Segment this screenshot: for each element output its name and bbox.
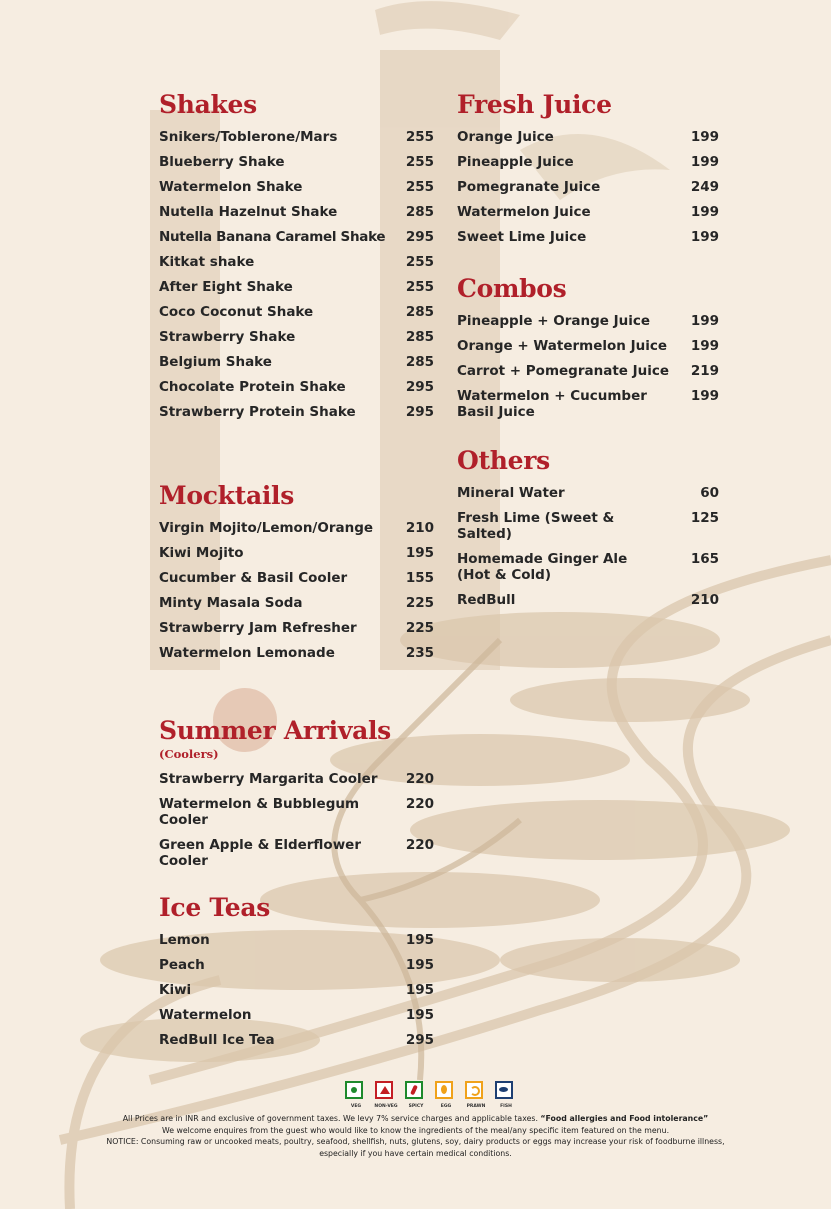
menu-item <box>457 313 719 329</box>
item-price: 220 <box>405 771 434 787</box>
item-name: RedBull Ice Tea <box>159 1032 275 1048</box>
footer-notice <box>60 1113 771 1160</box>
footer-line-3: NOTICE: Consuming raw or uncooked meats, poultry, seafood, shellfish, nuts, glutens, soy, dairy products or eggs may increase your risk of foodburne illness, <box>106 1137 725 1147</box>
menu-item <box>159 204 434 220</box>
menu-item <box>159 570 434 586</box>
item-price: 199 <box>690 154 719 170</box>
legend-label: EGG <box>440 1104 452 1109</box>
menu-item <box>159 254 434 270</box>
item-name: Snikers/Toblerone/Mars <box>159 129 338 145</box>
item-name: Orange + Watermelon Juice <box>457 338 668 354</box>
item-name: Kiwi Mojito <box>159 545 244 561</box>
footer-line-2: We welcome enquires from the guest who would like to know the ingredients of the meal/any specific item featured on the menu. <box>161 1125 670 1135</box>
shakes-section <box>159 90 434 420</box>
fresh-juice-list <box>457 129 719 245</box>
summer-arrivals-subtitle: (Coolers) <box>159 747 219 761</box>
item-price: 285 <box>405 304 434 320</box>
item-price: 60 <box>700 485 719 501</box>
item-name: Strawberry Jam Refresher <box>159 620 357 636</box>
menu-item <box>159 520 434 536</box>
menu-item <box>159 229 434 245</box>
prawn-icon <box>465 1081 486 1109</box>
menu-item <box>159 129 434 145</box>
ice-teas-section <box>159 893 434 1048</box>
menu-item <box>457 485 719 501</box>
item-price: 255 <box>405 254 434 270</box>
item-price: 295 <box>405 404 434 420</box>
menu-item <box>159 932 434 948</box>
menu-item <box>159 279 434 295</box>
item-price: 220 <box>405 796 434 812</box>
combos-list <box>457 313 719 420</box>
item-price: 199 <box>690 313 719 329</box>
item-price: 255 <box>405 154 434 170</box>
item-name: Watermelon Juice <box>457 204 591 220</box>
item-name: Coco Coconut Shake <box>159 304 314 320</box>
item-price: 210 <box>690 592 719 608</box>
item-price: 219 <box>690 363 719 379</box>
item-price: 220 <box>405 837 434 853</box>
item-name: Pineapple Juice <box>457 154 574 170</box>
legend-label: NON-VEG <box>374 1104 398 1109</box>
menu-item <box>159 957 434 973</box>
menu-item <box>159 796 434 828</box>
menu-item <box>159 771 434 787</box>
item-name: Lemon <box>159 932 210 948</box>
egg-icon <box>435 1081 453 1109</box>
item-name: Strawberry Shake <box>159 329 296 345</box>
menu-item <box>159 620 434 636</box>
item-price: 255 <box>405 279 434 295</box>
item-name: Blueberry Shake <box>159 154 285 170</box>
non-veg-icon <box>374 1081 398 1109</box>
item-price: 199 <box>690 338 719 354</box>
item-price: 285 <box>405 354 434 370</box>
legend-label: VEG <box>350 1104 362 1109</box>
item-name: Watermelon & Bubblegum Cooler <box>159 796 360 828</box>
shakes-list <box>159 129 434 420</box>
item-name: Chocolate Protein Shake <box>159 379 346 395</box>
item-price: 235 <box>405 645 434 661</box>
item-name: RedBull <box>457 592 516 608</box>
menu-item <box>159 154 434 170</box>
fresh-juice-section <box>457 90 719 245</box>
item-price: 155 <box>405 570 434 586</box>
item-name: Fresh Lime (Sweet & Salted) <box>457 510 615 542</box>
item-name: Minty Masala Soda <box>159 595 303 611</box>
item-price: 285 <box>405 329 434 345</box>
combos-heading: Combos <box>457 274 567 303</box>
menu-item <box>457 363 719 379</box>
item-price: 195 <box>405 545 434 561</box>
menu-item <box>159 595 434 611</box>
item-name: Pineapple + Orange Juice <box>457 313 651 329</box>
menu-item <box>159 304 434 320</box>
item-price: 125 <box>690 510 719 526</box>
item-name: Green Apple & Elderflower Cooler <box>159 837 361 869</box>
summer-arrivals-heading: Summer Arrivals <box>159 716 391 745</box>
footer-line-4: especially if you have certain medical conditions. <box>319 1149 512 1159</box>
summer-arrivals-list <box>159 771 434 869</box>
menu-item <box>159 982 434 998</box>
item-price: 255 <box>405 179 434 195</box>
spicy-icon <box>405 1081 424 1109</box>
item-name: Mineral Water <box>457 485 565 501</box>
item-price: 195 <box>405 957 434 973</box>
item-name: Homemade Ginger Ale (Hot & Cold) <box>457 551 628 583</box>
item-price: 199 <box>690 129 719 145</box>
ice-teas-heading: Ice Teas <box>159 893 271 922</box>
menu-item <box>159 645 434 661</box>
item-name: Carrot + Pomegranate Juice <box>457 363 670 379</box>
others-heading: Others <box>457 446 550 475</box>
menu-item <box>159 329 434 345</box>
item-price: 210 <box>405 520 434 536</box>
menu-item <box>457 179 719 195</box>
item-price: 195 <box>405 932 434 948</box>
menu-item <box>457 129 719 145</box>
menu-item <box>457 592 719 608</box>
item-price: 199 <box>690 229 719 245</box>
item-price: 199 <box>690 388 719 404</box>
item-name: Kiwi <box>159 982 192 998</box>
combos-section <box>457 274 719 420</box>
menu-item <box>457 204 719 220</box>
menu-item <box>159 354 434 370</box>
mocktails-list <box>159 520 434 661</box>
mocktails-heading: Mocktails <box>159 481 295 510</box>
menu-item <box>159 404 434 420</box>
fresh-juice-heading: Fresh Juice <box>457 90 612 119</box>
item-price: 199 <box>690 204 719 220</box>
mocktails-section <box>159 481 434 661</box>
item-price: 285 <box>405 204 434 220</box>
item-name: Sweet Lime Juice <box>457 229 587 245</box>
item-name: Nutella Hazelnut Shake <box>159 204 338 220</box>
item-price: 225 <box>405 595 434 611</box>
menu-item <box>457 388 719 420</box>
item-name: Virgin Mojito/Lemon/Orange <box>159 520 374 536</box>
item-name: Watermelon + Cucumber Basil Juice <box>457 388 647 420</box>
item-price: 255 <box>405 129 434 145</box>
menu-item <box>457 338 719 354</box>
item-price: 195 <box>405 1007 434 1023</box>
item-name: Strawberry Protein Shake <box>159 404 356 420</box>
menu-item <box>159 1007 434 1023</box>
item-name: Watermelon Lemonade <box>159 645 335 661</box>
item-name: Cucumber & Basil Cooler <box>159 570 348 586</box>
item-name: Watermelon <box>159 1007 252 1023</box>
item-name: Belgium Shake <box>159 354 272 370</box>
legend-label: SPICY <box>408 1104 424 1109</box>
item-name: Orange Juice <box>457 129 554 145</box>
menu-item <box>457 229 719 245</box>
item-price: 295 <box>405 1032 434 1048</box>
item-name: After Eight Shake <box>159 279 293 295</box>
item-price: 195 <box>405 982 434 998</box>
item-name: Nutella Banana Caramel Shake <box>159 229 386 245</box>
footer-line-1 <box>60 1113 771 1125</box>
menu-item <box>159 379 434 395</box>
item-name: Peach <box>159 957 205 973</box>
menu-item <box>159 837 434 869</box>
item-name: Kitkat shake <box>159 254 255 270</box>
ice-teas-list <box>159 932 434 1048</box>
others-list <box>457 485 719 608</box>
others-section <box>457 446 719 608</box>
item-price: 295 <box>405 379 434 395</box>
legend-label: PRAWN <box>466 1104 486 1109</box>
item-name: Strawberry Margarita Cooler <box>159 771 378 787</box>
menu-item <box>457 154 719 170</box>
legend-label: FISH <box>500 1104 512 1109</box>
item-name: Watermelon Shake <box>159 179 303 195</box>
menu-item <box>457 551 719 583</box>
fish-icon <box>495 1081 513 1109</box>
menu-item <box>159 545 434 561</box>
item-price: 225 <box>405 620 434 636</box>
veg-icon <box>345 1081 363 1109</box>
menu-item <box>457 510 719 542</box>
summer-arrivals-section <box>159 716 434 869</box>
item-price: 295 <box>405 229 434 245</box>
footer-tax-note: All Prices are in INR and exclusive of government taxes. We levy 7% service charges and applicable taxes. <box>122 1114 538 1123</box>
item-price: 249 <box>690 179 719 195</box>
dietary-legend <box>345 1081 513 1109</box>
item-price: 165 <box>690 551 719 567</box>
menu-item <box>159 179 434 195</box>
footer-allergy-title: “Food allergies and Food intolerance” <box>540 1114 709 1123</box>
shakes-heading: Shakes <box>159 90 257 119</box>
menu-item <box>159 1032 434 1048</box>
item-name: Pomegranate Juice <box>457 179 601 195</box>
